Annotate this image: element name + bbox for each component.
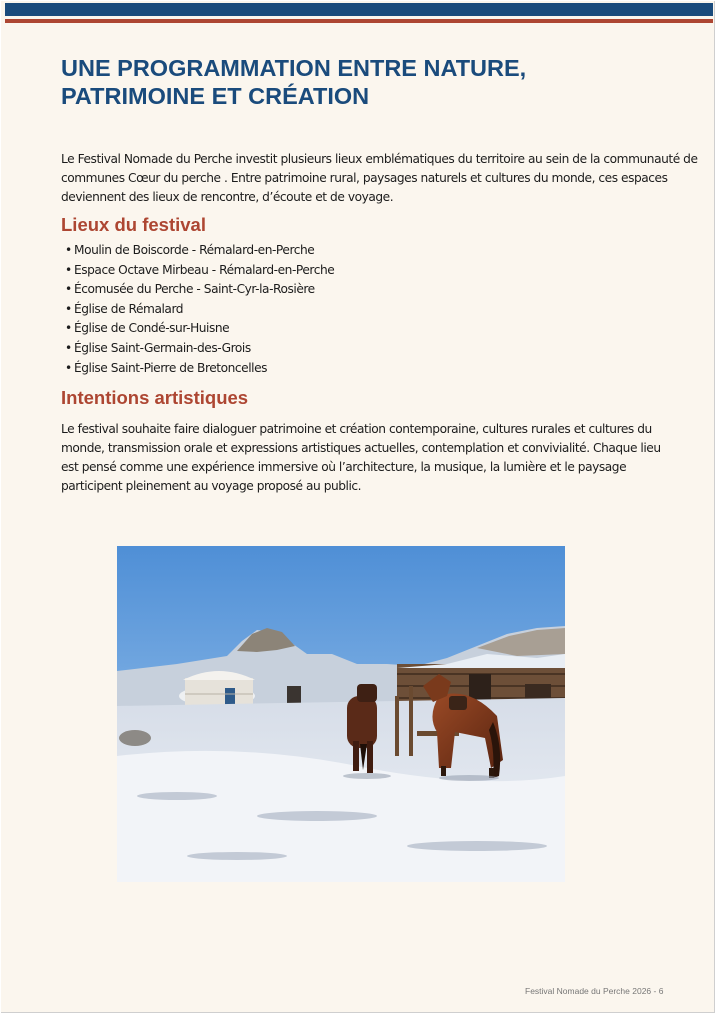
brochure-page bbox=[1, 1, 715, 1013]
venue-name: Moulin de Boiscorde - Rémalard-en-Perche bbox=[74, 243, 315, 257]
section-heading-lieux: Lieux du festival bbox=[61, 214, 206, 235]
intentions-line: participent pleinement au voyage proposé au public. bbox=[61, 479, 362, 493]
steppe-camp-photo bbox=[117, 546, 565, 882]
bullet-icon: • bbox=[65, 243, 72, 257]
list-item bbox=[65, 261, 334, 281]
list-item bbox=[65, 241, 334, 261]
venue-name: Église Saint-Pierre de Bretoncelles bbox=[74, 360, 268, 375]
venue-name: Église Saint-Germain-des-Grois bbox=[74, 340, 251, 355]
page-footer: Festival Nomade du Perche 2026 - 6 bbox=[525, 986, 664, 996]
venue-list bbox=[65, 241, 334, 378]
bullet-icon: • bbox=[65, 340, 72, 355]
intro-line: deviennent des lieux de rencontre, d’écoute et de voyage. bbox=[61, 190, 394, 204]
venue-name: Église de Rémalard bbox=[74, 301, 184, 316]
intentions-paragraph bbox=[61, 420, 701, 496]
page-title: UNE PROGRAMMATION ENTRE NATURE, PATRIMOINE ET CRÉATION bbox=[61, 55, 527, 109]
venue-name: Écomusée du Perche - Saint-Cyr-la-Rosière bbox=[74, 282, 315, 297]
list-item bbox=[65, 359, 334, 379]
intro-paragraph bbox=[61, 150, 701, 207]
bullet-icon: • bbox=[65, 321, 72, 336]
intro-line: communes Cœur du perche . Entre patrimoine rural, paysages naturels et cultures du monde, ces espaces bbox=[61, 171, 668, 185]
list-item bbox=[65, 319, 334, 339]
bullet-icon: • bbox=[65, 301, 72, 316]
venue-name: Église de Condé-sur-Huisne bbox=[74, 321, 230, 336]
list-item bbox=[65, 339, 334, 359]
intentions-line: est pensé comme une expérience immersive où l’architecture, la musique, la lumière et le paysage bbox=[61, 460, 627, 474]
section-heading-intentions: Intentions artistiques bbox=[61, 387, 249, 408]
bullet-icon: • bbox=[65, 262, 72, 277]
list-item bbox=[65, 280, 334, 300]
header-band-red bbox=[5, 19, 713, 23]
list-item bbox=[65, 300, 334, 320]
venue-name: Espace Octave Mirbeau - Rémalard-en-Perche bbox=[74, 262, 335, 277]
bullet-icon: • bbox=[65, 282, 72, 297]
intro-line: Le Festival Nomade du Perche investit plusieurs lieux emblématiques du territoire au sein de la communauté de bbox=[61, 152, 698, 166]
bullet-icon: • bbox=[65, 360, 72, 375]
intentions-line: Le festival souhaite faire dialoguer patrimoine et création contemporaine, cultures rurales et cultures du bbox=[61, 422, 652, 436]
intentions-line: monde, transmission orale et expressions artistiques actuelles, contemplation et convivialité. Chaque lieu bbox=[61, 441, 661, 455]
header-band-blue bbox=[5, 3, 713, 16]
